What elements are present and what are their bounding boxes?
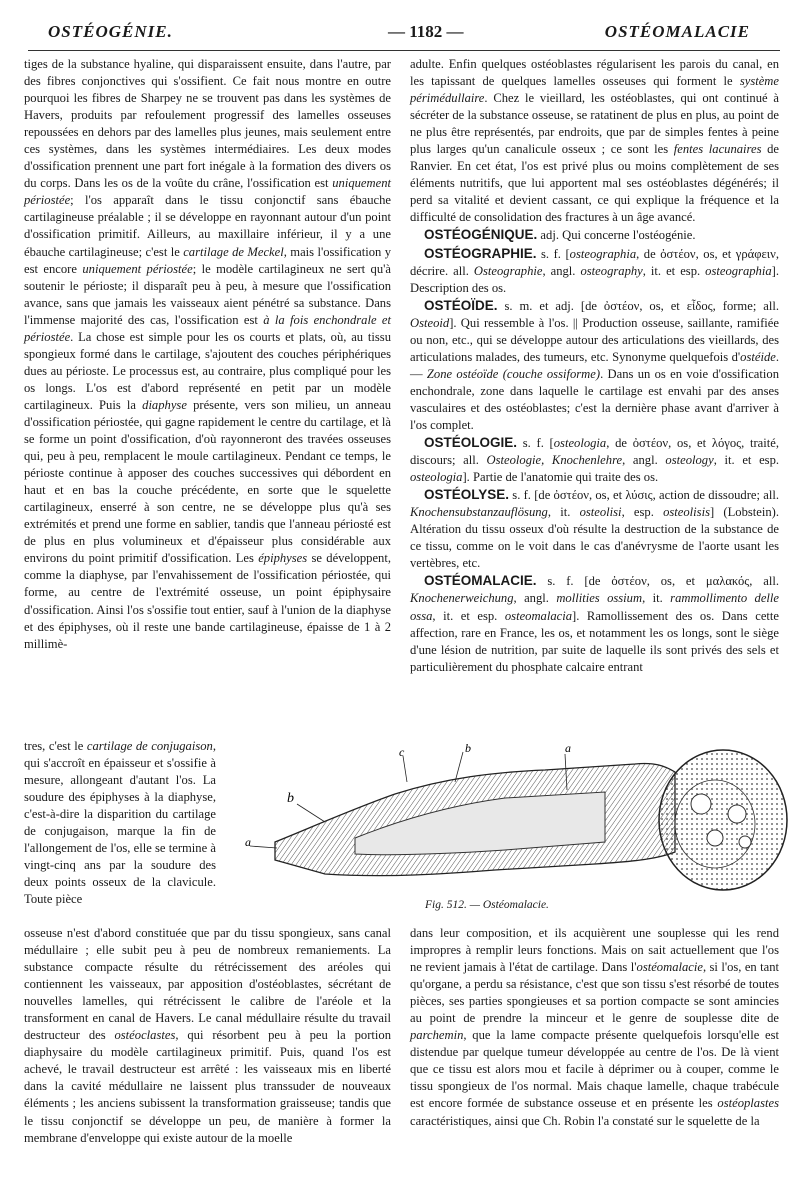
right-column bbox=[410, 56, 779, 676]
headword: OSTÉOLYSE. bbox=[424, 487, 510, 503]
epiphysis bbox=[659, 750, 787, 890]
entry-osteologie: OSTÉOLOGIE. s. f. [osteologia, de ὀστέον, os, et λόγος, traité, discours; all. Osteologie, Knochenlehre, angl. osteology, it. et esp. osteologia]. Partie de l'anatomie qui traite des os. bbox=[410, 435, 780, 485]
figure-label-c: c bbox=[399, 745, 405, 759]
left-column-lower bbox=[24, 925, 391, 1147]
figure-label-a: a bbox=[565, 742, 571, 755]
bone-illustration bbox=[245, 742, 793, 900]
headword: OSTÉOGRAPHIE. bbox=[424, 245, 537, 261]
figure-label-e: a bbox=[245, 835, 251, 849]
page-number: — 1182 — bbox=[388, 22, 464, 41]
left-narrow-column bbox=[24, 738, 216, 908]
paragraph: tiges de la substance hyaline, qui disparaissent ensuite, dans l'autre, par des fibres conjonctives qui s'ossifient. Ce fait nous montre en outre pourquoi les fibres de Sharpey ne se trouvent pas dans les systèmes de Havers, produits par refoulement progressif des lamelles osseuses repoussées en dehors par des lamelles plus jeunes, mais seulement entre ces systèmes, dans les systèmes intermédiaires. Les deux modes d'ossification prennent une part fort inégale à la formation des divers os du corps. Dans les os de la voûte du crâne, l'ossification est uniquement périostée; l'os apparaît dans le tissu conjonctif sans ébauche cartilagineuse préalable ; il se développe en rayonnant autour d'un point d'ossification primitif. Ailleurs, au maxillaire inférieur, il y a une ébauche cartilagineuse; c'est le cartilage de Meckel, mais l'ossification y est encore uniquement périostée; le modèle cartilagineux ne sert qu'à soutenir le périoste; il disparaît peu à peu, à mesure que l'ossification avance, sans que jamais les vaisseaux aient pénétré sa substance. Dans l'immense majorité des cas, l'ossification est à la fois enchondrale et périostée. La chose est simple pour les os courts et plats, où, au tissu spongieux formé dans le cartilage, s'ajoutent des couches périphériques dues au périoste. Le processus est, au contraire, plus compliqué pour les os longs. L'os est d'abord représenté en petit par un modèle cartilagineux. Puis la diaphyse présente, vers son milieu, un anneau d'ossification périostée, qui gagne rapidement le centre du cartilage, et là se forme un point d'ossification, d'où rayonneront des travées osseuses qui, peu à peu, remplacent le moule cartilagineux. Pendant ce temps, le périoste continue à apposer des couches successives qui débordent en haut et en bas la couche précédente, en sorte que le squelette cartilagineux, enserré à son centre, ne se développe plus qu'à ses extrémités et prend une forme en sablier, tandis que l'anneau périosté est de plus en plus volumineux et d'épaisseur plus considérable aux environs du point primitif d'ossification. Les épiphyses se développent, comme la diaphyse, par l'envahissement de l'ossification périostée, qui forme, au centre de l'extrémité osseuse, un point épiphysaire d'ossification. Ainsi l'os s'ossifie tout entier, sauf à l'union de la diaphyse et des épiphyses, où il reste une bande cartilagineuse, épaisse de 1 à 2 millimè- bbox=[24, 57, 392, 651]
page-header bbox=[28, 20, 780, 51]
paragraph: dans leur composition, et ils acquièrent une souplesse qui les rend impropres à remplir leurs fonctions. Mais on sait actuellement que l'os ne revient jamais à l'état de cartilage. Dans l'ostéomalacie, si l'os, en tant qu'organe, a perdu sa résistance, c'est que son tissu s'est résorbé de toutes pièces, ses parties spongieuses et sa portion compacte se sont amincies au point de prendre la minceur et le genre de souplesse dite de parchemin, que la lame compacte présente quelquefois lorsqu'elle est distendue par quelque tumeur développée au centre de l'os. De là vient que ce tissu est alors mou et facile à déprimer ou à couper, comme le tissu spongieux de l'os normal. Mais chaque lamelle, chaque trabécule est encore formée de substance osseuse et en présente les ostéoplastes caractéristiques, ainsi que Ch. Robin l'a constaté sur le squelette de la bbox=[410, 926, 780, 1128]
paragraph: tres, c'est le cartilage de conjugaison, qui s'accroît en épaisseur et s'ossifie à mesure, allongeant d'autant l'os. La soudure des épiphyses à la diaphyse, c'est-à-dire la disparition du cartilage de conjugaison, marque la fin de l'allongement de l'os, elle se termine à vingt-cinq ans par la soudure des deux points osseux de la clavicule. Toute pièce bbox=[24, 739, 216, 907]
headword: OSTÉOÏDE. bbox=[424, 297, 498, 313]
headword: OSTÉOMALACIE. bbox=[424, 573, 537, 589]
figure-caption: Fig. 512. — Ostéomalacie. bbox=[425, 899, 549, 911]
running-head-left: OSTÉOGÉNIE. bbox=[48, 22, 173, 41]
figure-label-b: b bbox=[465, 742, 471, 755]
headword: OSTÉOLOGIE. bbox=[424, 435, 518, 451]
paragraph: adulte. Enfin quelques ostéoblastes régularisent les parois du canal, en les tapissant de quelques lamelles osseuses qui forment le système périmédullaire. Chez le vieillard, les ostéoblastes, qui ont continué à sécréter de la substance osseuse, se ratatinent de plus en plus, au point de ne plus être représentés, par endroits, que par de simples fentes à peine plus larges qu'un canalicule osseux ; ce sont les fentes lacunaires de Ranvier. En cet état, l'os est privé plus ou moins complètement de ses éléments nutritifs, que lui apportent mal ses ostéoblastes dégénérés; il perd sa vitalité et devient cassant, ce qui explique la fréquence et la difficulté de consolidation des fractures à un âge avancé. bbox=[410, 57, 779, 225]
right-column-lower bbox=[410, 925, 779, 1130]
headword: OSTÉOGÉNIQUE. bbox=[424, 227, 538, 243]
entry-osteogenique: OSTÉOGÉNIQUE. adj. Qui concerne l'ostéogénie. bbox=[424, 227, 696, 243]
entry-osteoide: OSTÉOÏDE. s. m. et adj. [de ὀστέον, os, et εἶδος, forme; all. Osteoid]. Qui ressemble à l'os. || Production osseuse, saillante, ramifiée ou non, etc., qui se développe autour des articulations des vieillards, des articulations malades, des tumeurs, etc. Synonyme quelquefois d'ostéide.— Zone ostéoïde (couche ossiforme). Dans un os en voie d'ossification enchondrale, zone dans laquelle le cartilage est envahi par des anses vasculaires et des ostéoblastes; c'est la dernière phase avant d'arriver à l'os complet. bbox=[410, 297, 779, 432]
entry-osteomalacie: OSTÉOMALACIE. s. f. [de ὀστέον, os, et μαλακός, all. Knochenerweichung, angl. mollities ossium, it. rammollimento delle ossa, it. et esp. osteomalacia]. Ramollissement des os. Dans cette affection, rare en France, les os, et notamment les os longs, sont le siège d'une lésion de nutrition, par suite de laquelle ils sont privés des sels et particulièrement du phosphate calcaire entrant bbox=[410, 573, 780, 674]
paragraph: osseuse n'est d'abord constituée que par du tissu spongieux, sans canal médullaire ; elle subit peu à peu de nombreux remaniements. La substance compacte résulte du rétrécissement des aréoles qui contiennent les vaisseaux, par apposition d'ostéoblastes, sécrétant de nouvelles lamelles, qui rétrécissent le calibre de l'aréole et la transforment en canal de Havers. Le canal médullaire résulte du travail destructeur des ostéoclastes, qui résorbent peu à peu la portion diaphysaire du modèle cartilagineux primitif. Puis, quand l'os est achevé, le travail destructeur est arrêté : les vaisseaux mis en liberté dans la cavité médullaire ne laissent plus transsuder de nouveaux éléments ; les anciens subissent la transformation graisseuse; tandis que le tissu conjonctif se développe un peu, de manière à former la membrane d'enveloppe qui existe autour de la moelle bbox=[24, 926, 392, 1145]
entry-osteolyse: OSTÉOLYSE. s. f. [de ὀστέον, os, et λύσις, action de dissoudre; all. Knochensubstanzauflösung, it. osteolisi, esp. osteolisis] (Lobstein). Altération du tissu osseux d'où résulte la destruction de la substance de ce tissu, comme on le voit dans le cas d'anévrysme de l'aorte usant les vertèbres, etc. bbox=[410, 487, 780, 571]
left-column bbox=[24, 56, 391, 653]
osteomalacia-bone-figure bbox=[245, 742, 793, 900]
entry-osteographie: OSTÉOGRAPHIE. s. f. [osteographia, de ὀστέον, os, et γράφειν, décrire. all. Osteographie, angl. osteography, it. et esp. osteographia]. Description des os. bbox=[410, 245, 779, 295]
running-head-right: OSTÉOMALACIE bbox=[604, 22, 750, 41]
figure-label-d: b bbox=[287, 791, 294, 806]
